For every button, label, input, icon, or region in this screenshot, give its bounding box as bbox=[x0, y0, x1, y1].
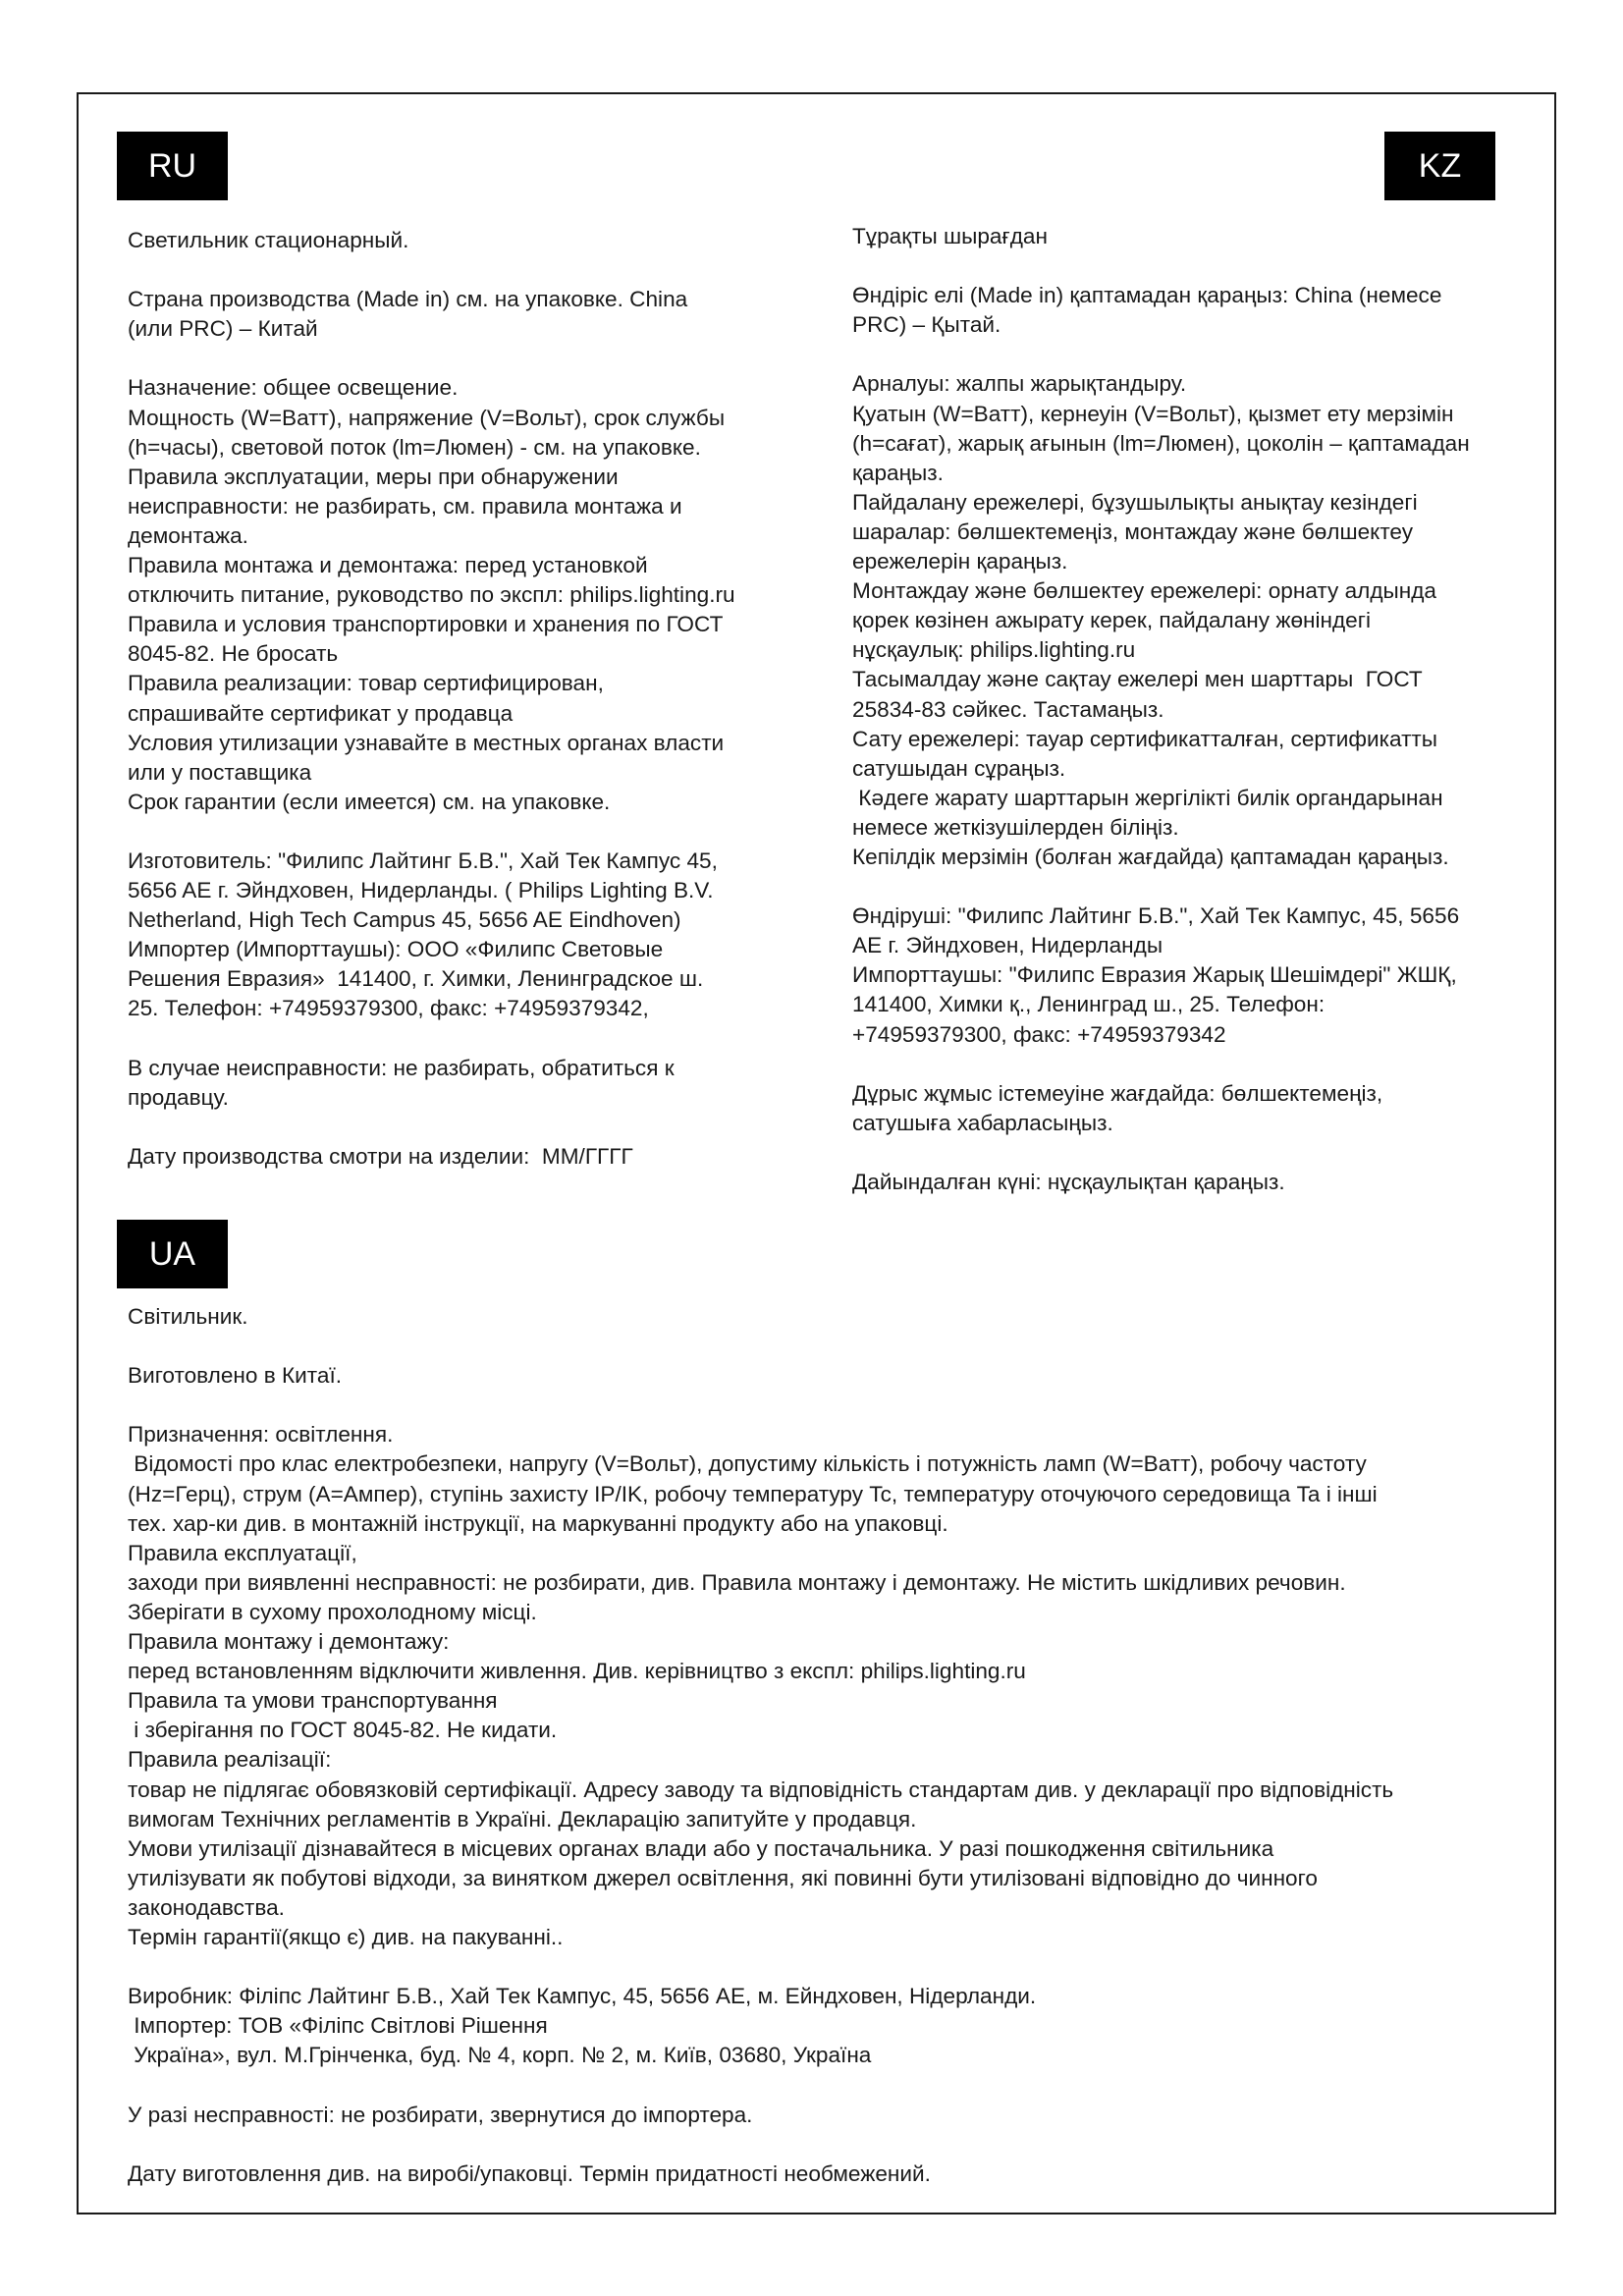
paragraph-gap bbox=[128, 1024, 815, 1054]
text-line: Пайдалану ережелері, бұзушылықты анықтау кезіндегі bbox=[852, 489, 1418, 515]
text-line: (или PRC) – Китай bbox=[128, 316, 318, 342]
text-line: Правила реализации: товар сертифицирован, bbox=[128, 671, 604, 696]
text-line: і зберігання по ГОСТ 8045-82. Не кидати. bbox=[128, 1718, 558, 1743]
paragraph-gap bbox=[128, 2070, 1551, 2100]
text-line: заходи при виявленні несправності: не розбирати, див. Правила монтажу і демонтажу. Не містить шкідливих речовин. bbox=[128, 1569, 1346, 1595]
paragraph-gap bbox=[852, 872, 1549, 902]
text-line: Қуатын (W=Ватт), кернеуін (V=Вольт), қызмет ету мерзімін bbox=[852, 401, 1454, 426]
text-line: Термін гарантії(якщо є) див. на пакуванні.. bbox=[128, 1924, 564, 1949]
paragraph-gap bbox=[852, 340, 1549, 369]
paragraph-gap bbox=[128, 255, 815, 285]
text-line: Україна», вул. М.Грінченка, буд. № 4, корп. № 2, м. Київ, 03680, Україна bbox=[128, 2043, 872, 2068]
text-line: 5656 AE г. Эйндховен, Нидерланды. ( Philips Lighting B.V. bbox=[128, 878, 714, 903]
text-line: Виготовлено в Китаї. bbox=[128, 1363, 342, 1389]
text-line: Правила эксплуатации, меры при обнаружении bbox=[128, 464, 619, 489]
text-line: В случае неисправности: не разбирать, обратиться к bbox=[128, 1055, 675, 1080]
language-badge-kz: KZ bbox=[1384, 132, 1495, 200]
text-line: Мощность (W=Ватт), напряжение (V=Вольт), срок службы bbox=[128, 405, 726, 430]
language-badge-ua: UA bbox=[117, 1220, 228, 1288]
paragraph-gap bbox=[852, 1138, 1549, 1168]
text-line: 8045-82. Не бросать bbox=[128, 641, 339, 667]
text-line: 25. Телефон: +74959379300, факс: +74959379342, bbox=[128, 996, 649, 1021]
text-line: Кәдеге жарату шарттарын жергілікті билік органдарынан bbox=[852, 785, 1443, 810]
text-line: Тасымалдау және сақтау ежелері мен шарттары ГОСТ bbox=[852, 667, 1423, 692]
text-line: Өндіріс елі (Made in) қаптамадан қараңыз: China (немесе bbox=[852, 283, 1442, 308]
text-line: Дату производства смотри на изделии: ММ/ГГГГ bbox=[128, 1143, 633, 1169]
text-line: Назначение: общее освещение. bbox=[128, 375, 459, 401]
text-line: Өндіруші: "Филипс Лайтинг Б.В.", Хай Тек Кампус, 45, 5656 bbox=[852, 903, 1460, 929]
paragraph-gap bbox=[128, 817, 815, 847]
paragraph-gap bbox=[852, 1050, 1549, 1079]
text-line: Виробник: Філіпс Лайтинг Б.В., Хай Тек Кампус, 45, 5656 AE, м. Ейндховен, Нідерланди. bbox=[128, 1984, 1037, 2009]
text-line: Монтаждау және бөлшектеу ережелері: орнату алдында bbox=[852, 578, 1436, 604]
text-line: қараңыз. bbox=[852, 460, 944, 485]
text-line: продавцу. bbox=[128, 1084, 229, 1110]
text-line: Кепілдік мерзімін (болған жағдайда) қаптамадан қараңыз. bbox=[852, 844, 1449, 869]
text-line: перед встановленням відключити живлення. Див. керівництво з експл: philips.lighting.ru bbox=[128, 1659, 1026, 1684]
text-line: қорек көзінен ажырату керек, пайдалану жөніндегі bbox=[852, 608, 1372, 633]
text-line: тех. хар-ки див. в монтажній інструкції, на маркуванні продукту або на упаковці. bbox=[128, 1510, 948, 1536]
text-line: Netherland, High Tech Campus 45, 5656 AE Eindhoven) bbox=[128, 907, 681, 933]
text-line: Дайындалған күні: нұсқаулықтан қараңыз. bbox=[852, 1170, 1285, 1194]
text-line: вимогам Технічних регламентів в Україні. Декларацію запитуйте у продавця. bbox=[128, 1806, 917, 1831]
paragraph-gap bbox=[128, 2130, 1551, 2159]
text-line: У разі несправності: не розбирати, звернутися до імпортера. bbox=[128, 2102, 753, 2127]
text-line: немесе жеткізушілерден біліңіз. bbox=[852, 814, 1179, 840]
text-line: шаралар: бөлшектемеңіз, монтаждау және бөлшектеу bbox=[852, 519, 1414, 544]
text-line: Умови утилізації дізнавайтеся в місцевих органах влади або у постачальника. У разі пошкодження світильника bbox=[128, 1835, 1274, 1861]
text-line: или у поставщика bbox=[128, 759, 312, 785]
text-line: Тұрақты шырағдан bbox=[852, 224, 1048, 248]
text-line: Правила експлуатації, bbox=[128, 1540, 357, 1565]
text-line: Правила и условия транспортировки и хранения по ГОСТ bbox=[128, 612, 724, 637]
language-badge-ru: RU bbox=[117, 132, 228, 200]
text-line: Арналуы: жалпы жарықтандыру. bbox=[852, 371, 1187, 397]
paragraph-gap bbox=[128, 1391, 1551, 1420]
text-line: демонтажа. bbox=[128, 522, 248, 548]
text-line: (h=сағат), жарық ағынын (lm=Люмен), цоколін – қаптамадан bbox=[852, 430, 1470, 456]
text-line: Правила монтажа и демонтажа: перед установкой bbox=[128, 553, 648, 578]
text-line: товар не підлягає обовязковій сертифікації. Адресу заводу та відповідність стандартам див. у декларації про відповідність bbox=[128, 1777, 1394, 1802]
text-line: Дату виготовлення див. на виробі/упаковці. Термін придатності необмежений. bbox=[128, 2160, 931, 2186]
text-line: спрашивайте сертификат у продавца bbox=[128, 700, 514, 726]
section-kz-text bbox=[852, 222, 1549, 1197]
text-line: 141400, Химки қ., Ленинград ш., 25. Телефон: bbox=[852, 992, 1325, 1017]
paragraph-gap bbox=[128, 344, 815, 373]
paragraph-gap bbox=[852, 251, 1549, 281]
text-line: Відомості про клас електробезпеки, напругу (V=Вольт), допустиму кількість і потужність ламп (W=Ватт), робочу частоту bbox=[128, 1451, 1367, 1477]
text-line: (Hz=Герц), струм (A=Ампер), ступінь захисту IP/IK, робочу температуру Tc, температуру оточуючого середовища Ta і інші bbox=[128, 1481, 1378, 1506]
text-line: (h=часы), световой поток (lm=Люмен) - см. на упаковке. bbox=[128, 434, 701, 460]
paragraph-gap bbox=[128, 1113, 815, 1142]
text-line: +74959379300, факс: +74959379342 bbox=[852, 1021, 1226, 1047]
text-line: утилізувати як побутові відходи, за винятком джерел освітлення, які повинні бути утилізовані відповідно до чинного bbox=[128, 1865, 1318, 1890]
text-line: нұсқаулық: philips.lighting.ru bbox=[852, 637, 1136, 663]
text-line: Імпортер: ТОВ «Філіпс Світлові Рішення bbox=[128, 2013, 548, 2039]
text-line: Срок гарантии (если имеется) см. на упаковке. bbox=[128, 789, 611, 814]
text-line: Зберігати в сухому прохолодному місці. bbox=[128, 1599, 537, 1624]
text-line: сатушыға хабарласыңыз. bbox=[852, 1110, 1113, 1135]
text-line: Импортер (Импорттаушы): ООО «Филипс Световые bbox=[128, 937, 664, 962]
text-line: Світильник. bbox=[128, 1304, 248, 1329]
text-line: Светильник стационарный. bbox=[128, 228, 409, 252]
paragraph-gap bbox=[128, 1952, 1551, 1982]
text-line: Призначення: освітлення. bbox=[128, 1422, 394, 1448]
text-line: Условия утилизации узнавайте в местных органах власти bbox=[128, 730, 725, 755]
section-ru-text bbox=[128, 226, 815, 1172]
text-line: Страна производства (Made in) см. на упаковке. China bbox=[128, 287, 688, 312]
text-line: Правила реалізації: bbox=[128, 1747, 332, 1773]
text-line: ережелерін қараңыз. bbox=[852, 549, 1068, 574]
text-line: 25834-83 сәйкес. Тастамаңыз. bbox=[852, 696, 1164, 722]
text-line: Правила монтажу і демонтажу: bbox=[128, 1629, 450, 1655]
text-line: АЕ г. Эйндховен, Нидерланды bbox=[852, 933, 1163, 958]
text-line: отключить питание, руководство по экспл: philips.lighting.ru bbox=[128, 582, 735, 608]
text-line: PRC) – Қытай. bbox=[852, 312, 1001, 338]
text-line: сатушыдан сұраңыз. bbox=[852, 755, 1066, 781]
section-ua-text bbox=[128, 1302, 1551, 2189]
text-line: Импорттаушы: "Филипс Евразия Жарық Шешімдері" ЖШҚ, bbox=[852, 962, 1457, 988]
text-line: Дұрыс жұмыс істемеуіне жағдайда: бөлшектемеңіз, bbox=[852, 1080, 1383, 1106]
text-line: Сату ережелері: тауар сертификатталған, сертификатты bbox=[852, 726, 1438, 751]
text-line: законодавства. bbox=[128, 1894, 285, 1920]
text-line: неисправности: не разбирать, см. правила монтажа и bbox=[128, 493, 682, 519]
paragraph-gap bbox=[128, 1332, 1551, 1361]
text-line: Правила та умови транспортування bbox=[128, 1688, 498, 1714]
text-line: Изготовитель: "Филипс Лайтинг Б.В.", Хай Тек Кампус 45, bbox=[128, 847, 718, 873]
text-line: Решения Евразия» 141400, г. Химки, Ленинградское ш. bbox=[128, 966, 704, 992]
